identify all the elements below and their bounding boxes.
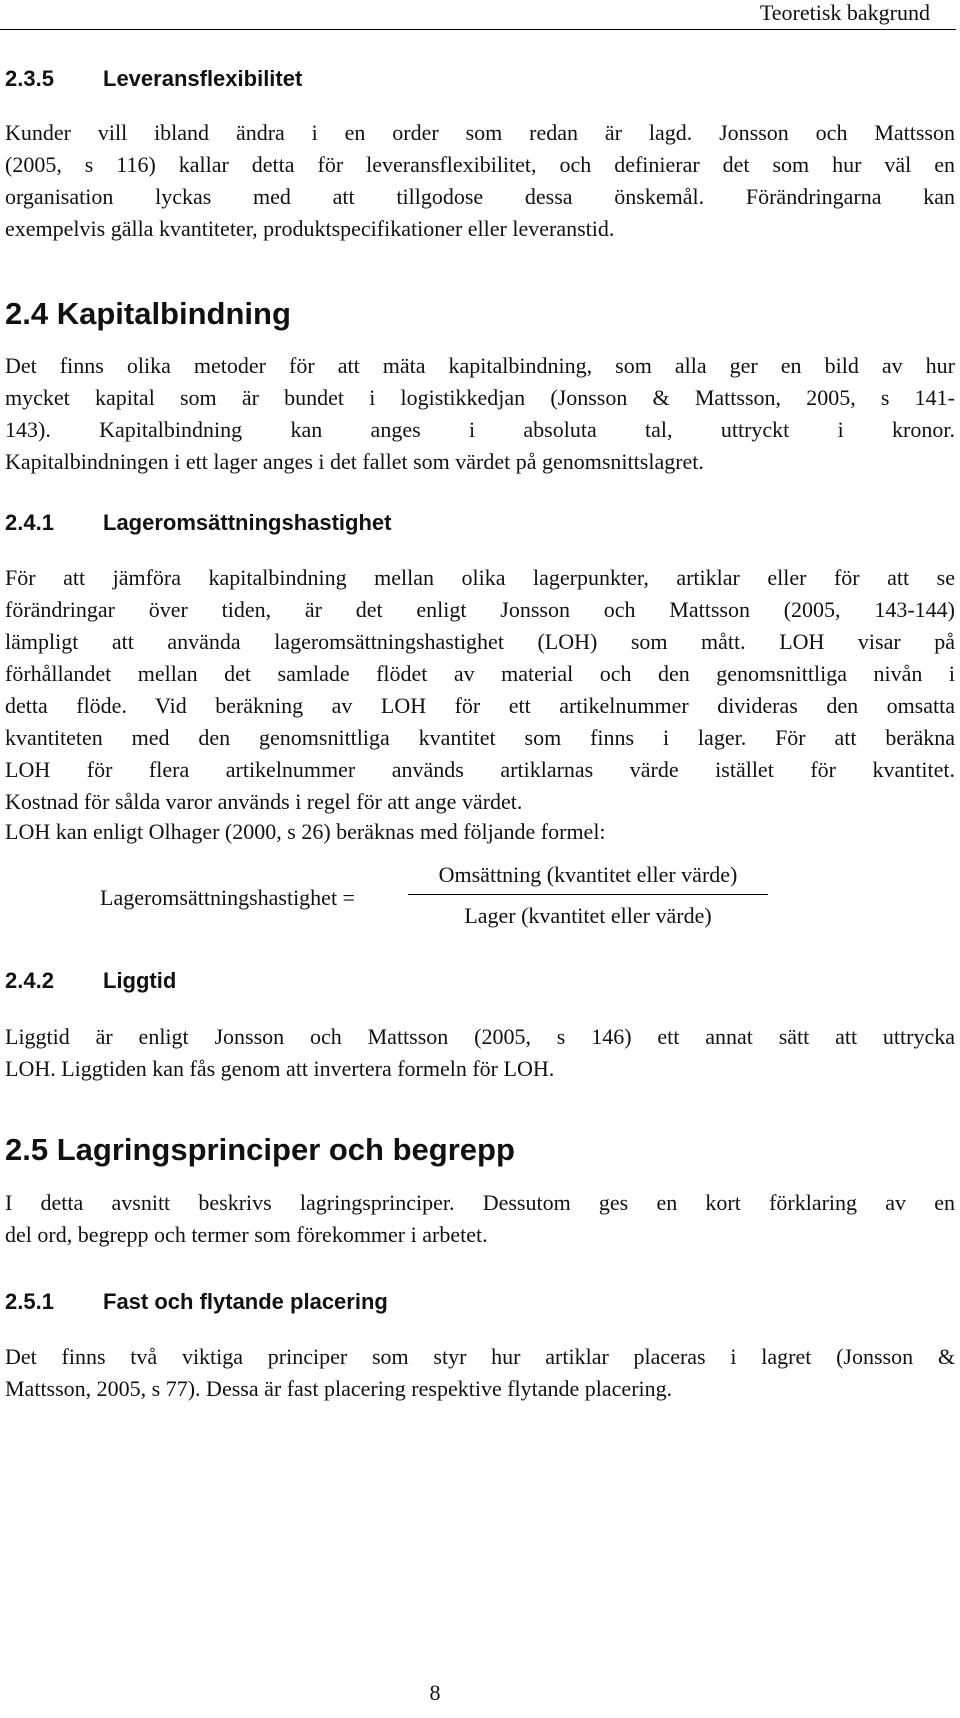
text-line: LOH. Liggtiden kan fås genom att invertera formeln för LOH. (5, 1056, 555, 1081)
formula-fraction (408, 858, 768, 929)
paragraph-leveransflexibilitet (5, 117, 955, 245)
formula-denominator: Lager (kvantitet eller värde) (464, 903, 712, 928)
text-line: (2005, s 116) kallar detta för leveransflexibilitet, och definierar det som hur väl en (5, 152, 955, 177)
text-line: detta flöde. Vid beräkning av LOH för ett artikelnummer divideras den omsatta (5, 693, 955, 718)
paragraph-placering (5, 1341, 955, 1405)
text-line: förändringar över tiden, är det enligt Jonsson och Mattsson (2005, 143-144) (5, 597, 955, 622)
heading-2-4-2 (5, 968, 176, 994)
heading-2-4-1 (5, 510, 391, 536)
paragraph-liggtid (5, 1021, 955, 1085)
text-line: kvantiteten med den genomsnittliga kvantitet som finns i lager. För att beräkna (5, 725, 955, 750)
text-line: del ord, begrepp och termer som förekommer i arbetet. (5, 1222, 488, 1247)
heading-number: 2.4.1 (5, 510, 54, 535)
heading-title: Liggtid (103, 968, 177, 993)
text-line: Det finns två viktiga principer som styr hur artiklar placeras i lagret (Jonsson & (5, 1344, 955, 1369)
text-line: Kunder vill ibland ändra i en order som redan är lagd. Jonsson och Mattsson (5, 120, 955, 145)
text-line: För att jämföra kapitalbindning mellan olika lagerpunkter, artiklar eller för att se (5, 565, 955, 590)
heading-2-5: 2.5 Lagringsprinciper och begrepp (5, 1132, 515, 1167)
formula-numerator: Omsättning (kvantitet eller värde) (438, 862, 738, 887)
heading-title: Leveransflexibilitet (103, 66, 303, 91)
header-rule (0, 29, 956, 30)
heading-title: Fast och flytande placering (103, 1289, 388, 1314)
text-line: Kostnad för sålda varor används i regel för att ange värdet. (5, 789, 523, 814)
text-line: mycket kapital som är bundet i logistikkedjan (Jonsson & Mattsson, 2005, s 141- (5, 385, 955, 410)
heading-2-3-5 (5, 66, 302, 92)
text-line: lämpligt att använda lageromsättningshastighet (LOH) som mått. LOH visar på (5, 629, 955, 654)
text-line: förhållandet mellan det samlade flödet av material och den genomsnittliga nivån i (5, 661, 955, 686)
formula-lhs: Lageromsättningshastighet = (100, 885, 355, 910)
heading-number: 2.5.1 (5, 1289, 54, 1314)
text-line: 143). Kapitalbindning kan anges i absoluta tal, uttryckt i kronor. (5, 417, 955, 442)
heading-2-4: 2.4 Kapitalbindning (5, 296, 291, 331)
text-line: organisation lyckas med att tillgodose dessa önskemål. Förändringarna kan (5, 184, 955, 209)
text-line: Mattsson, 2005, s 77). Dessa är fast placering respektive flytande placering. (5, 1376, 673, 1401)
text-line: LOH för flera artikelnummer används artiklarnas värde istället för kvantitet. (5, 757, 955, 782)
formula-intro: LOH kan enligt Olhager (2000, s 26) beräknas med följande formel: (5, 819, 606, 844)
text-line: Kapitalbindningen i ett lager anges i det fallet som värdet på genomsnittslagret. (5, 449, 704, 474)
text-line: Liggtid är enligt Jonsson och Mattsson (2005, s 146) ett annat sätt att uttrycka (5, 1024, 955, 1049)
page-number: 8 (429, 1680, 441, 1705)
heading-title: Lageromsättningshastighet (103, 510, 392, 535)
text-line: exempelvis gälla kvantiteter, produktspecifikationer eller leveranstid. (5, 216, 615, 241)
text-line: I detta avsnitt beskrivs lagringsprinciper. Dessutom ges en kort förklaring av en (5, 1190, 955, 1215)
running-head: Teoretisk bakgrund (759, 0, 930, 25)
text-line: Det finns olika metoder för att mäta kapitalbindning, som alla ger en bild av hur (5, 353, 955, 378)
paragraph-lagringsprinciper (5, 1187, 955, 1251)
heading-number: 2.3.5 (5, 66, 54, 91)
paragraph-loh (5, 562, 955, 818)
paragraph-kapitalbindning (5, 350, 955, 478)
heading-number: 2.4.2 (5, 968, 54, 993)
heading-2-5-1 (5, 1289, 388, 1315)
